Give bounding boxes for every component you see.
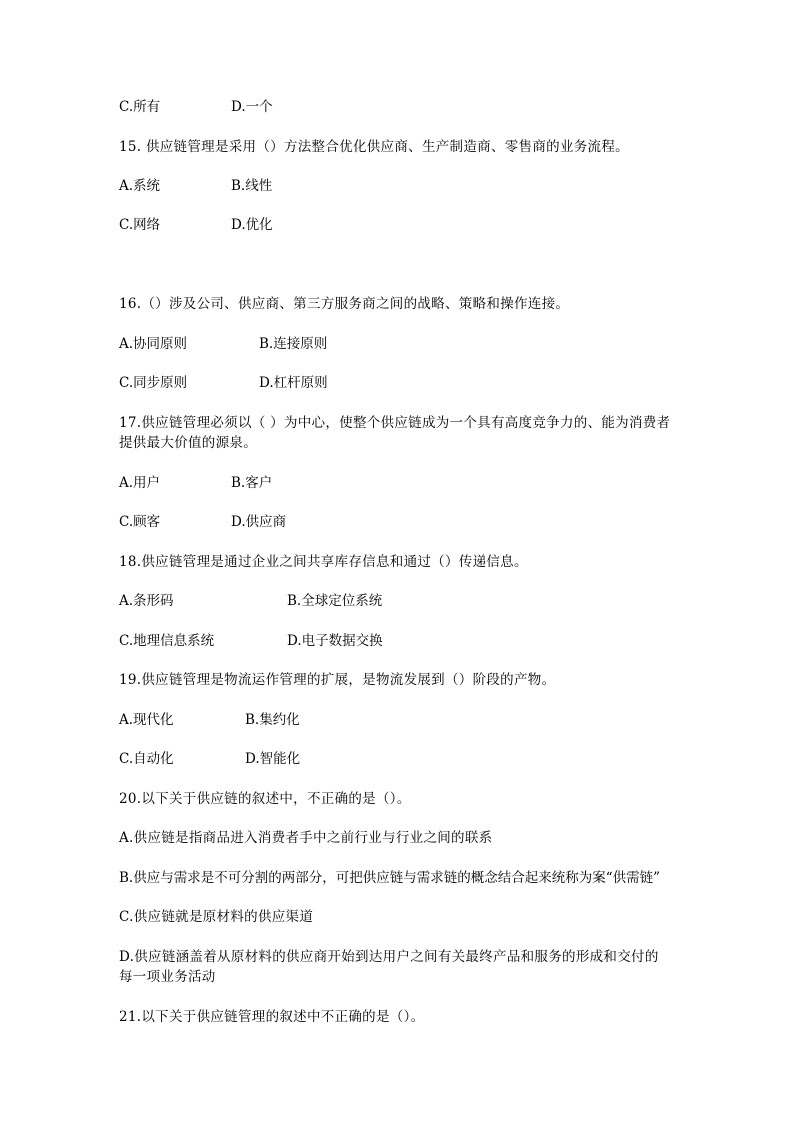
q17-option-d: D.供应商	[231, 514, 287, 530]
q16-option-b: B.连接原则	[259, 336, 328, 352]
q20-option-d-line1: D.供应链涵盖着从原材料的供应商开始到达用户之间有关最终产品和服务的形成和交付的	[119, 949, 659, 965]
q20-stem: 20.以下关于供应链的叙述中，不正确的是（）。	[119, 791, 411, 807]
q15-option-b: B.线性	[231, 178, 273, 194]
q15-option-c: C.网络	[119, 217, 161, 233]
q14-option-c: C.所有	[119, 99, 161, 115]
q17-option-b: B.客户	[231, 475, 273, 491]
q19-stem: 19.供应链管理是物流运作管理的扩展，是物流发展到（）阶段的产物。	[119, 672, 556, 688]
q14-option-d: D.一个	[231, 99, 273, 115]
q18-option-a: A.条形码	[119, 593, 174, 609]
q17-stem-line2: 提供最大价值的源泉。	[119, 435, 257, 451]
q20-option-a: A.供应链是指商品进入消费者手中之前行业与行业之间的联系	[119, 830, 493, 846]
q20-option-b: B.供应与需求是不可分割的两部分，可把供应链与需求链的概念结合起来统称为案“供需链”	[119, 870, 661, 886]
q16-stem: 16.（）涉及公司、供应商、第三方服务商之间的战略、策略和操作连接。	[119, 296, 570, 312]
q18-option-b: B.全球定位系统	[287, 593, 383, 609]
q18-option-d: D.电子数据交换	[287, 633, 383, 649]
q20-option-c: C.供应链就是原材料的供应渠道	[119, 909, 314, 925]
q15-stem: 15. 供应链管理是采用（）方法整合优化供应商、生产制造商、零售商的业务流程。	[119, 139, 629, 155]
q15-option-a: A.系统	[119, 178, 161, 194]
q17-option-a: A.用户	[119, 475, 161, 491]
q17-option-c: C.顾客	[119, 514, 161, 530]
q16-option-a: A.协同原则	[119, 336, 188, 352]
q19-option-b: B.集约化	[245, 712, 300, 728]
q19-option-a: A.现代化	[119, 712, 174, 728]
q21-stem: 21.以下关于供应链管理的叙述中不正确的是（）。	[119, 1009, 425, 1025]
q19-option-d: D.智能化	[245, 751, 301, 767]
q16-option-d: D.杠杆原则	[259, 375, 328, 391]
q17-stem-line1: 17.供应链管理必须以（ ）为中心，使整个供应链成为一个具有高度竞争力的、能为消费者	[119, 415, 671, 431]
q15-option-d: D.优化	[231, 217, 273, 233]
q19-option-c: C.自动化	[119, 751, 174, 767]
q20-option-d-line2: 每一项业务活动	[119, 969, 216, 985]
q16-option-c: C.同步原则	[119, 375, 188, 391]
q18-stem: 18.供应链管理是通过企业之间共享库存信息和通过（）传递信息。	[119, 554, 528, 570]
q18-option-c: C.地理信息系统	[119, 633, 215, 649]
